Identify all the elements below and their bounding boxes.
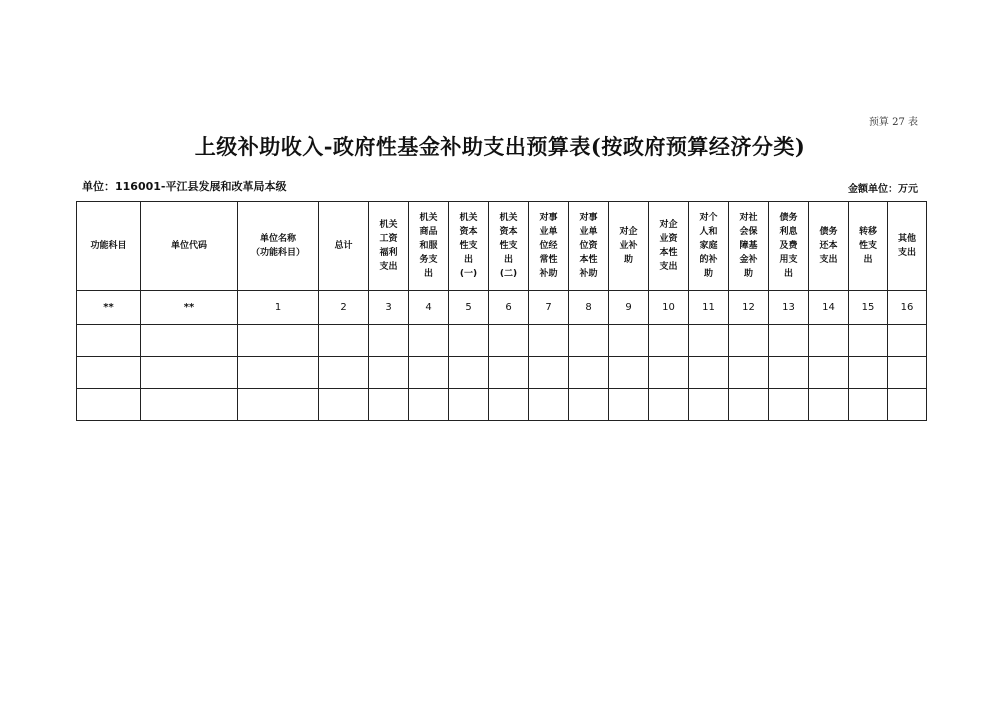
header-col-9-label: 对企业补助: [619, 227, 638, 265]
table-cell: [649, 357, 689, 389]
table-cell: [729, 325, 769, 357]
index-cell: 1: [238, 291, 319, 325]
index-cell: 16: [888, 291, 927, 325]
table-cell: [489, 325, 529, 357]
index-cell: **: [141, 291, 238, 325]
budget-table: [76, 201, 927, 421]
table-cell: [529, 389, 569, 421]
table-cell: [888, 325, 927, 357]
header-col-16-label: 其他支出: [897, 234, 916, 258]
index-cell: 9: [609, 291, 649, 325]
header-unit-code: 单位代码: [141, 202, 238, 291]
header-col-3-label: 机关工资福利支出: [379, 220, 398, 272]
header-col-6: [489, 202, 529, 291]
table-cell: [409, 389, 449, 421]
header-col-13: [769, 202, 809, 291]
index-cell: 2: [319, 291, 369, 325]
table-cell: [849, 325, 888, 357]
table-cell: [409, 325, 449, 357]
table-cell: [141, 325, 238, 357]
header-col-15-label: 转移性支出: [858, 227, 877, 265]
table-number: 预算 27 表: [868, 117, 918, 128]
header-unit-name-line1: 单位名称: [259, 234, 296, 244]
header-col-7: [529, 202, 569, 291]
table-cell: [689, 357, 729, 389]
header-unit-name: [238, 202, 319, 291]
index-cell: 13: [769, 291, 809, 325]
table-row: [77, 357, 927, 389]
table-cell: [809, 389, 849, 421]
table-cell: [609, 325, 649, 357]
index-cell: 12: [729, 291, 769, 325]
table-cell: [369, 389, 409, 421]
header-col-11-label: 对个人和家庭的补助: [699, 213, 718, 279]
table-cell: [489, 357, 529, 389]
table-cell: [449, 357, 489, 389]
table-cell: [729, 389, 769, 421]
header-col-14-label: 债务还本支出: [819, 227, 838, 265]
header-col-8-label: 对事业单位资本性补助: [579, 213, 598, 279]
table-cell: [409, 357, 449, 389]
table-cell: [369, 325, 409, 357]
table-cell: [77, 357, 141, 389]
table-row: [77, 325, 927, 357]
table-cell: [77, 325, 141, 357]
table-cell: [369, 357, 409, 389]
table-cell: [689, 389, 729, 421]
table-cell: [319, 389, 369, 421]
table-cell: [769, 325, 809, 357]
table-cell: [141, 357, 238, 389]
table-cell: [529, 357, 569, 389]
header-col-10: [649, 202, 689, 291]
table-cell: [449, 325, 489, 357]
table-cell: [569, 357, 609, 389]
header-col-8: [569, 202, 609, 291]
header-col-7-label: 对事业单位经常性补助: [539, 213, 558, 279]
table-cell: [809, 325, 849, 357]
table-cell: [769, 389, 809, 421]
header-col-5-label: 机关资本性支出(一): [459, 213, 478, 279]
table-cell: [319, 325, 369, 357]
table-cell: [609, 357, 649, 389]
index-cell: 8: [569, 291, 609, 325]
header-col-16: [888, 202, 927, 291]
header-unit-name-line2: （功能科目）: [250, 248, 305, 258]
table-cell: [888, 357, 927, 389]
table-row: [77, 389, 927, 421]
table-cell: [649, 325, 689, 357]
table-cell: [729, 357, 769, 389]
header-col-4-label: 机关商品和服务支出: [419, 213, 438, 279]
index-cell: 3: [369, 291, 409, 325]
header-col-10-label: 对企业资本性支出: [659, 220, 678, 272]
amount-unit-label: 金额单位：万元: [848, 184, 918, 195]
header-row: [77, 202, 927, 291]
table-cell: [888, 389, 927, 421]
header-col-11: [689, 202, 729, 291]
table-cell: [238, 325, 319, 357]
table-cell: [849, 357, 888, 389]
table-cell: [77, 389, 141, 421]
index-cell: 7: [529, 291, 569, 325]
table-cell: [319, 357, 369, 389]
header-col-9: [609, 202, 649, 291]
table-cell: [689, 325, 729, 357]
index-cell: **: [77, 291, 141, 325]
header-col-5: [449, 202, 489, 291]
header-total: 总计: [319, 202, 369, 291]
header-col-12: [729, 202, 769, 291]
page-title: 上级补助收入-政府性基金补助支出预算表(按政府预算经济分类): [194, 134, 806, 159]
table-cell: [849, 389, 888, 421]
header-col-13-label: 债务利息及费用支出: [779, 213, 798, 279]
unit-label: 单位：116001-平江县发展和改革局本级: [82, 180, 287, 193]
table-cell: [769, 357, 809, 389]
header-col-14: [809, 202, 849, 291]
table-cell: [238, 357, 319, 389]
header-col-6-label: 机关资本性支出(二): [499, 213, 518, 279]
table-cell: [529, 325, 569, 357]
index-cell: 6: [489, 291, 529, 325]
header-col-15: [849, 202, 888, 291]
index-cell: 14: [809, 291, 849, 325]
header-func-subject: 功能科目: [77, 202, 141, 291]
table-cell: [609, 389, 649, 421]
header-col-12-label: 对社会保障基金补助: [739, 213, 758, 279]
table-cell: [649, 389, 689, 421]
table-cell: [238, 389, 319, 421]
index-cell: 5: [449, 291, 489, 325]
table-cell: [569, 389, 609, 421]
header-col-4: [409, 202, 449, 291]
header-col-3: [369, 202, 409, 291]
index-cell: 4: [409, 291, 449, 325]
index-row: [77, 291, 927, 325]
table-cell: [449, 389, 489, 421]
index-cell: 10: [649, 291, 689, 325]
index-cell: 11: [689, 291, 729, 325]
index-cell: 15: [849, 291, 888, 325]
table-cell: [141, 389, 238, 421]
table-cell: [569, 325, 609, 357]
table-cell: [809, 357, 849, 389]
table-cell: [489, 389, 529, 421]
